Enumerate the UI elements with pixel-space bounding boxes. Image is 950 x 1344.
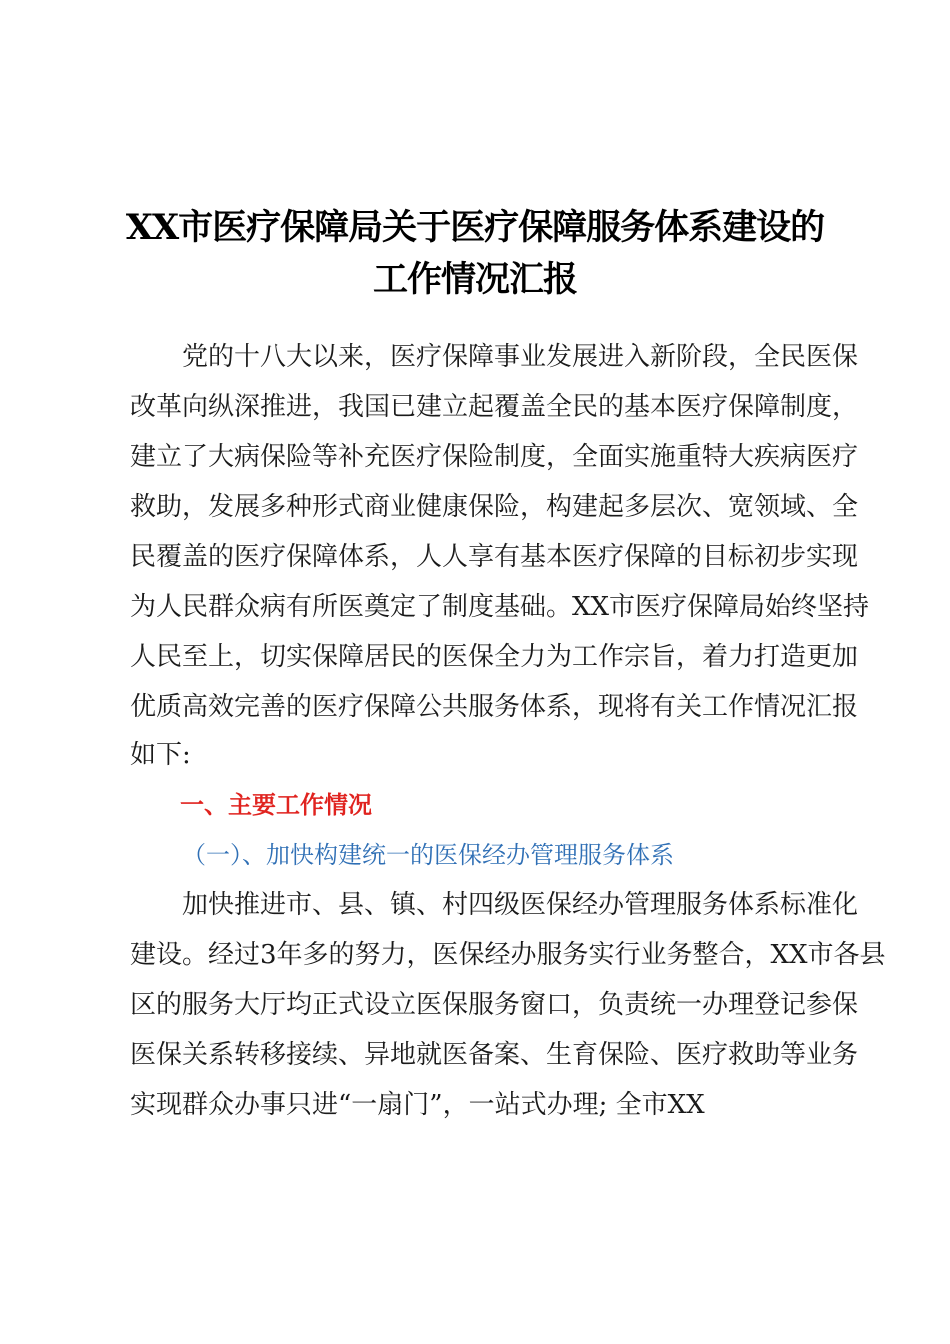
document-title-line-1: XX市医疗保障局关于医疗保障服务体系建设的	[125, 207, 825, 248]
intro-paragraph-line: 救助，发展多种形式商业健康保险，构建起多层次、宽领域、全	[130, 492, 859, 522]
subsection-paragraph-line: 医保关系转移接续、异地就医备案、生育保险、医疗救助等业务	[130, 1040, 859, 1070]
section-heading: 一、主要工作情况	[180, 791, 372, 819]
intro-paragraph-line: 人民至上，切实保障居民的医保全力为工作宗旨，着力打造更加	[130, 642, 859, 672]
intro-paragraph-line: 建立了大病保险等补充医疗保险制度，全面实施重特大疾病医疗	[130, 442, 859, 472]
subsection-paragraph-line: 区的服务大厅均正式设立医保服务窗口，负责统一办理登记参保	[130, 990, 859, 1020]
subsection-heading: （一）、加快构建统一的医保经办管理服务体系	[182, 841, 674, 869]
intro-paragraph-line: 为人民群众病有所医奠定了制度基础。XX市医疗保障局始终坚持	[130, 592, 870, 622]
intro-paragraph-line: 党的十八大以来，医疗保障事业发展进入新阶段，全民医保	[182, 342, 859, 372]
subsection-paragraph-line: 建设。经过3年多的努力，医保经办服务实行业务整合，XX市各县	[130, 940, 886, 970]
intro-paragraph-line: 如下:	[130, 740, 191, 770]
intro-paragraph-line: 改革向纵深推进，我国已建立起覆盖全民的基本医疗保障制度，	[130, 392, 859, 422]
subsection-paragraph-line: 加快推进市、县、镇、村四级医保经办管理服务体系标准化	[182, 890, 859, 920]
document-title-line-2: 工作情况汇报	[372, 259, 577, 300]
intro-paragraph-line: 优质高效完善的医疗保障公共服务体系，现将有关工作情况汇报	[130, 692, 859, 722]
subsection-paragraph-line: 实现群众办事只进“一扇门”，一站式办理; 全市XX	[130, 1090, 705, 1120]
intro-paragraph-line: 民覆盖的医疗保障体系，人人享有基本医疗保障的目标初步实现	[130, 542, 859, 572]
